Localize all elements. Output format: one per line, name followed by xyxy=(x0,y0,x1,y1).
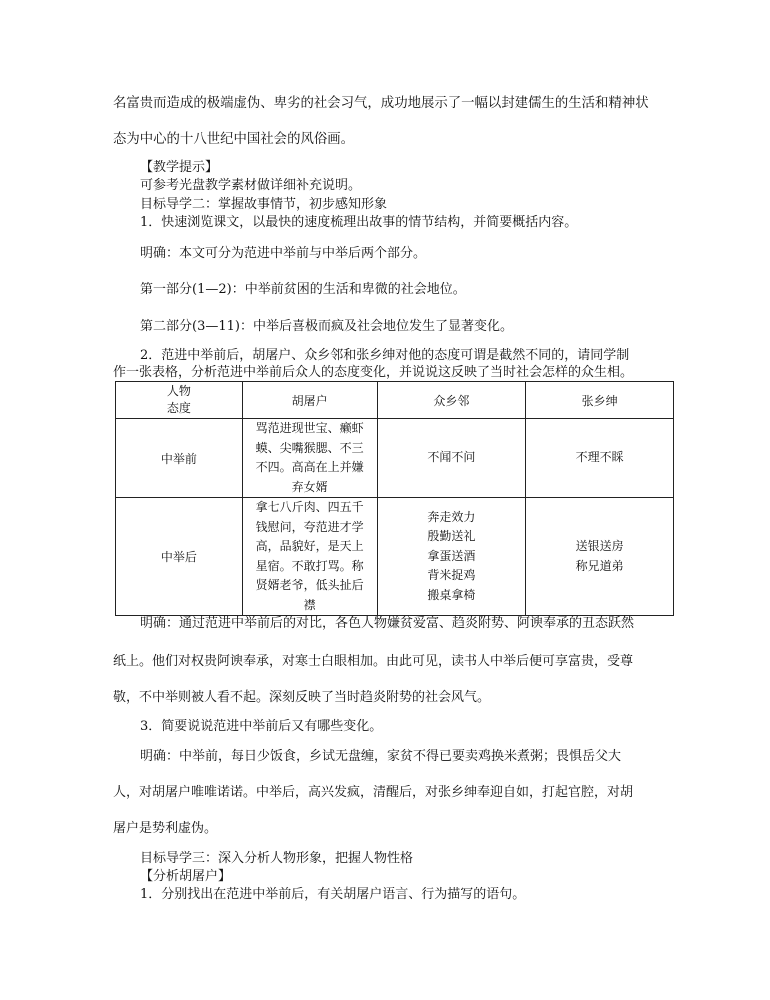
cell-squire xyxy=(526,419,674,498)
cell-line: 送银送房 xyxy=(575,539,624,553)
attitude-table xyxy=(115,381,674,616)
question-3: 3．简要说说范进中举前后又有哪些变化。 xyxy=(140,719,383,734)
header-neighbors: 众乡邻 xyxy=(377,382,526,419)
header-squire: 张乡绅 xyxy=(526,382,674,419)
teaching-tip-text: 可参考光盘教学素材做详细补充说明。 xyxy=(140,178,362,193)
answer-2-line-2: 纸上。他们对权贵阿谀奉承，对寒士白眼相加。由此可见，读书人中举后便可享富贵，受尊 xyxy=(113,654,634,669)
row-label: 中举前 xyxy=(116,419,243,498)
answer-prefix: 明确： xyxy=(140,246,180,261)
answer-2-line-1 xyxy=(140,615,700,633)
cell-line: 奔走效力 xyxy=(427,509,476,524)
cell-line: 骂范进现世宝、癞虾 xyxy=(255,421,364,435)
cell-neighbors xyxy=(377,498,526,616)
table-row xyxy=(116,419,674,498)
cell-line: 贤婿老爷，低头扯后 xyxy=(255,578,364,592)
cell-line: 钱慰问，夸范进才学 xyxy=(255,519,364,534)
goal2-question-2-line-2: 作一张表格，分析范进中举前后众人的态度变化，并说说这反映了当时社会怎样的众生相。 xyxy=(113,365,634,380)
cell-line: 搬桌拿椅 xyxy=(427,587,476,602)
answer-3-line-3: 屠户是势利虚伪。 xyxy=(113,821,218,836)
answer-3-line-1 xyxy=(140,748,700,766)
cell-line: 背米捉鸡 xyxy=(427,568,476,583)
cell-line: 星宿。不敢打骂。称 xyxy=(255,558,364,573)
cell-line: 襟 xyxy=(303,597,316,612)
cell-line: 拿七八斤肉、四五千 xyxy=(255,500,364,514)
cell-line: 不闻不问 xyxy=(427,450,476,465)
answer-text: 本文可分为范进中举前与中举后两个部分。 xyxy=(179,246,427,261)
answer-3-line-2: 人，对胡屠户唯唯诺诺。中举后，高兴发疯，清醒后，对张乡绅奉迎自如，打起官腔，对胡 xyxy=(113,785,634,800)
part-2-range: (3—11) xyxy=(192,319,240,334)
cell-line: 不理不睬 xyxy=(575,450,624,465)
part-1-prefix: 第一部分 xyxy=(140,282,193,297)
cell-line: 拿蛋送酒 xyxy=(427,548,476,563)
answer-text: 通过范进中举前后的对比，各色人物嫌贫爱富、趋炎附势、阿谀奉承的丑态跃然 xyxy=(179,616,635,631)
answer-text: 中举前，每日少饭食，乡试无盘缠，家贫不得已要卖鸡换米煮粥；畏惧岳父大 xyxy=(179,749,622,764)
table-row xyxy=(116,498,674,616)
part-2 xyxy=(140,318,700,336)
answer-2-line-3: 敬，不中举则被人看不起。深刻反映了当时趋炎附势的社会风气。 xyxy=(113,690,491,705)
cell-line: 殷勤送礼 xyxy=(427,529,476,544)
cell-line: 高，品貌好，是天上 xyxy=(255,539,364,553)
part-1-text: ：中举前贫困的生活和卑微的社会地位。 xyxy=(231,282,466,297)
part-1 xyxy=(140,281,700,299)
intro-line-2: 态为中心的十八世纪中国社会的风俗画。 xyxy=(113,132,355,147)
answer-prefix: 明确： xyxy=(140,749,180,764)
cell-line: 称兄道弟 xyxy=(575,558,624,573)
goal3-question-1: 1．分别找出在范进中举前后，有关胡屠户语言、行为描写的语句。 xyxy=(140,887,526,902)
part-2-prefix: 第二部分 xyxy=(140,319,193,334)
cell-squire xyxy=(526,498,674,616)
cell-hu xyxy=(242,419,377,498)
corner-line-1: 人物 xyxy=(166,384,191,398)
corner-line-2: 态度 xyxy=(166,401,191,415)
goal2-question-2-line-1: 2．范进中举前后，胡屠户、众乡邻和张乡绅对他的态度可谓是截然不同的，请同学制 xyxy=(140,348,630,363)
cell-hu xyxy=(242,498,377,616)
goal2-answer-1 xyxy=(140,245,700,263)
table-header-row xyxy=(116,382,674,419)
goal3-subheading: 【分析胡屠户】 xyxy=(140,869,232,884)
cell-line: 蟆、尖嘴猴腮、不三 xyxy=(255,440,364,455)
cell-neighbors xyxy=(377,419,526,498)
cell-line: 不四。高高在上并嫌 xyxy=(255,460,364,474)
cell-line: 弃女婿 xyxy=(291,479,328,494)
intro-line-1: 名富贵而造成的极端虚伪、卑劣的社会习气，成功地展示了一幅以封建儒生的生活和精神状 xyxy=(113,96,649,111)
teaching-tip-heading: 【教学提示】 xyxy=(140,160,219,175)
part-1-range: (1—2) xyxy=(192,282,232,297)
goal2-heading: 目标导学二：掌握故事情节，初步感知形象 xyxy=(140,197,388,212)
header-hu: 胡屠户 xyxy=(242,382,377,419)
table-corner-cell xyxy=(116,382,243,419)
answer-prefix: 明确： xyxy=(140,616,180,631)
goal2-question-1: 1．快速浏览课文，以最快的速度梳理出故事的情节结构，并简要概括内容。 xyxy=(140,215,578,230)
row-label: 中举后 xyxy=(116,498,243,616)
part-2-text: ：中举后喜极而疯及社会地位发生了显著变化。 xyxy=(239,319,513,334)
goal3-heading: 目标导学三：深入分析人物形象，把握人物性格 xyxy=(140,851,414,866)
